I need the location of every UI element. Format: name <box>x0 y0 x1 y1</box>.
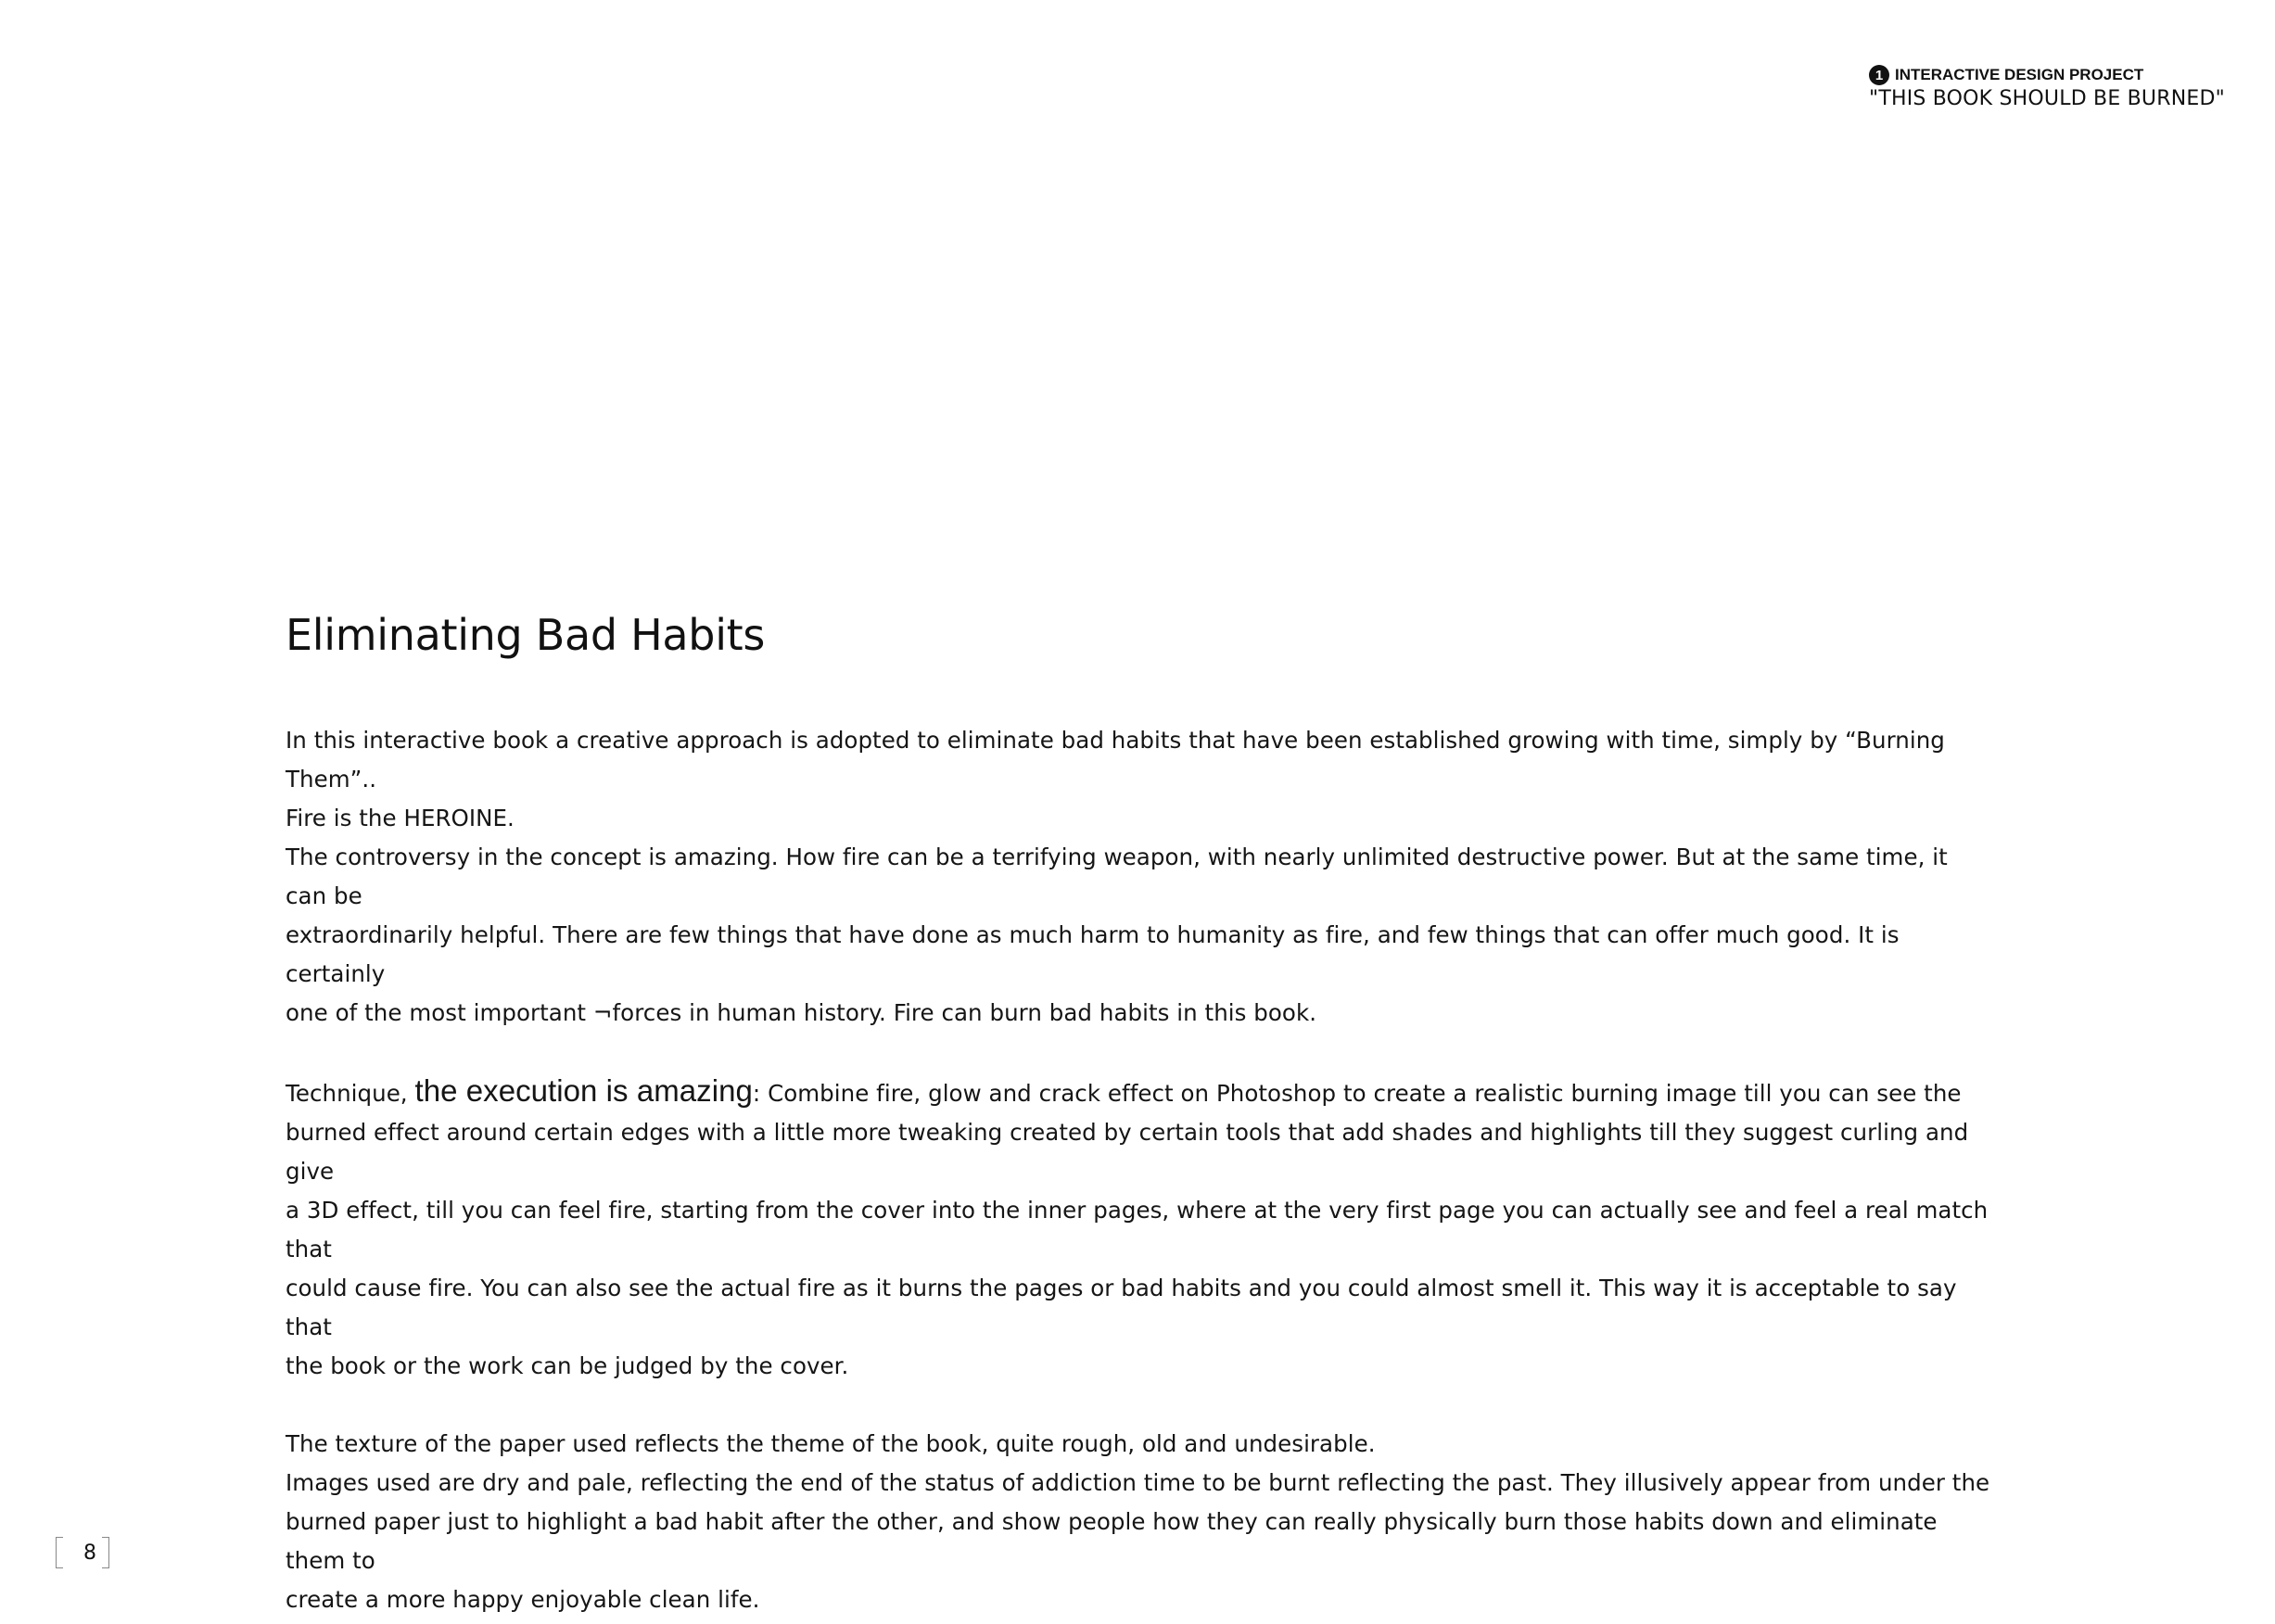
page-number-text: 8 <box>83 1541 96 1565</box>
text-line: The texture of the paper used reflects the theme of the book, quite rough, old and undesirable. <box>286 1430 1376 1457</box>
text-line: a 3D effect, till you can feel fire, starting from the cover into the inner pages, where at the very first page you can actually see and feel a real match that <box>286 1197 1989 1262</box>
technique-first-line-rest: : Combine fire, glow and crack effect on Photoshop to create a realistic burning image till you can see the <box>752 1080 1962 1107</box>
text-line: burned paper just to highlight a bad habit after the other, and show people how they can really physically burn those habits down and eliminate them to <box>286 1508 1938 1574</box>
text-line: extraordinarily helpful. There are few things that have done as much harm to humanity as fire, and few things that can offer much good. It is certainly <box>286 921 1900 987</box>
text-line <box>286 1072 1991 1113</box>
running-header <box>1869 65 2258 110</box>
text-line: one of the most important ¬forces in human history. Fire can burn bad habits in this book. <box>286 999 1317 1026</box>
paragraph-spacer <box>286 1033 1991 1072</box>
text-line: could cause fire. You can also see the actual fire as it burns the pages or bad habits and you could almost smell it. This way it is acceptable to say that <box>286 1275 1957 1340</box>
materials-paragraph <box>286 1425 1991 1619</box>
bracket-left-icon <box>56 1537 63 1568</box>
text-line: The controversy in the concept is amazing. How fire can be a terrifying weapon, with nearly unlimited destructive power. But at the same time, it can be <box>286 844 1948 909</box>
page-number <box>56 1537 109 1568</box>
article <box>286 610 1991 1619</box>
article-heading: Eliminating Bad Habits <box>286 610 766 660</box>
text-line: the book or the work can be judged by the cover. <box>286 1352 849 1379</box>
intro-paragraph <box>286 721 1991 1033</box>
text-line: Fire is the HEROINE. <box>286 805 515 831</box>
project-label: INTERACTIVE DESIGN PROJECT <box>1895 66 2144 83</box>
bracket-right-icon <box>102 1537 109 1568</box>
project-title: "THIS BOOK SHOULD BE BURNED" <box>1869 87 2225 110</box>
text-line: In this interactive book a creative approach is adopted to eliminate bad habits that have been established growing with time, simply by “Burning Them”.. <box>286 727 1945 793</box>
text-line: burned effect around certain edges with a little more tweaking created by certain tools that add shades and highlights till they suggest curling and give <box>286 1119 1969 1185</box>
technique-lead: Technique, <box>286 1080 415 1107</box>
text-line: create a more happy enjoyable clean life. <box>286 1586 760 1613</box>
paragraph-spacer <box>286 1386 1991 1425</box>
technique-paragraph <box>286 1072 1991 1386</box>
technique-emphasis: the execution is amazing <box>414 1073 753 1108</box>
project-label-row <box>1869 65 2258 85</box>
text-line: Images used are dry and pale, reflecting the end of the status of addiction time to be burnt reflecting the past. They illusively appear from under the <box>286 1469 1990 1496</box>
project-number-badge: 1 <box>1869 65 1889 85</box>
